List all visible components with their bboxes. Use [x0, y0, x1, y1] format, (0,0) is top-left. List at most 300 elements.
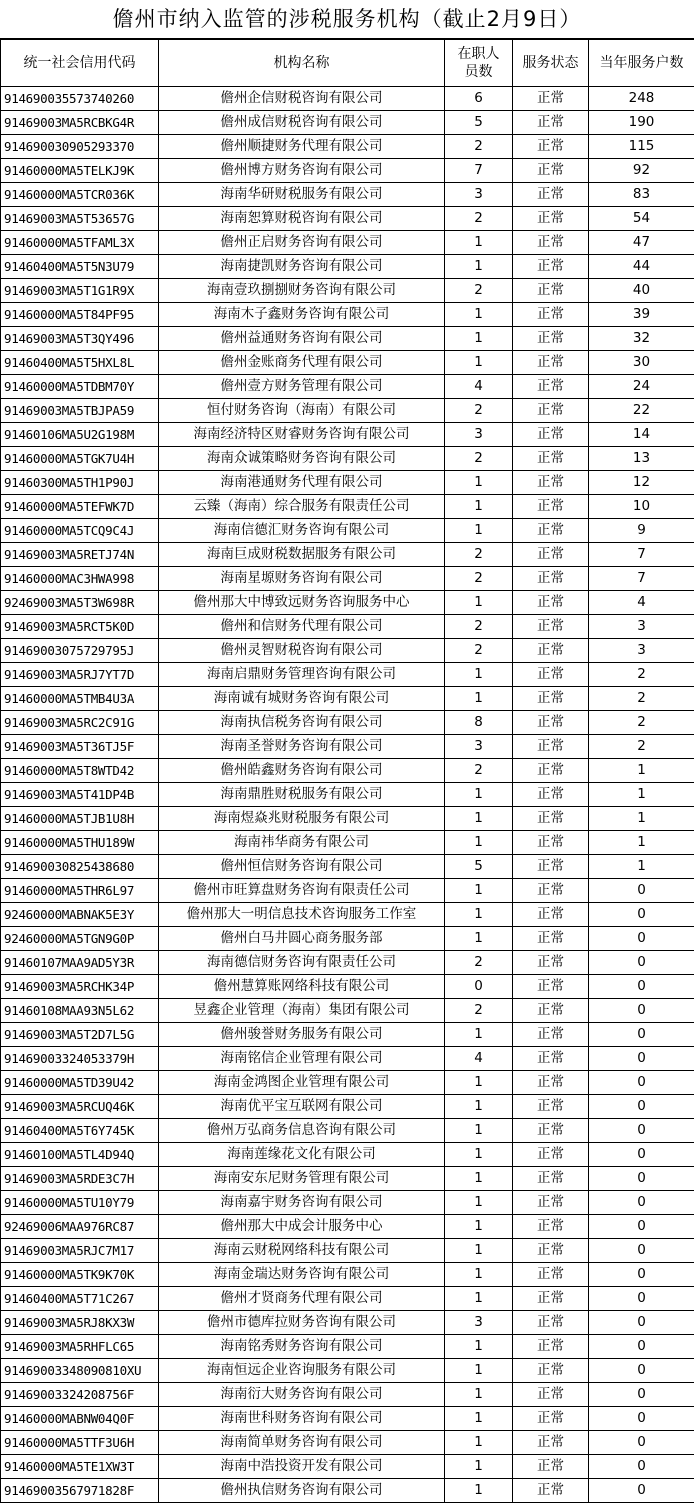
table-row	[1, 1143, 694, 1167]
cell-status: 正常	[513, 399, 589, 423]
cell-name: 儋州万弘商务信息咨询有限公司	[159, 1119, 445, 1143]
cell-clients: 0	[589, 1263, 694, 1287]
cell-clients: 13	[589, 447, 694, 471]
cell-name: 儋州恒信财务咨询有限公司	[159, 855, 445, 879]
cell-name: 海南云财税网络科技有限公司	[159, 1239, 445, 1263]
cell-staff: 1	[445, 1119, 513, 1143]
cell-status: 正常	[513, 855, 589, 879]
cell-status: 正常	[513, 183, 589, 207]
table-row	[1, 231, 694, 255]
cell-clients: 0	[589, 1383, 694, 1407]
cell-status: 正常	[513, 975, 589, 999]
cell-name: 海南金瑞达财务咨询有限公司	[159, 1263, 445, 1287]
cell-clients: 190	[589, 111, 694, 135]
cell-staff: 1	[445, 1335, 513, 1359]
cell-code: 91460000MA5TK9K70K	[1, 1263, 159, 1287]
table-row	[1, 759, 694, 783]
cell-code: 91460000MA5THU189W	[1, 831, 159, 855]
table-row	[1, 951, 694, 975]
cell-code: 92469003MA5T3W698R	[1, 591, 159, 615]
cell-status: 正常	[513, 903, 589, 927]
cell-code: 91460000MAC3HWA998	[1, 567, 159, 591]
cell-code: 91460106MA5U2G198M	[1, 423, 159, 447]
table-row	[1, 1095, 694, 1119]
cell-staff: 1	[445, 1095, 513, 1119]
cell-status: 正常	[513, 951, 589, 975]
cell-code: 91469003567971828F	[1, 1479, 159, 1503]
table-header-row	[1, 40, 694, 87]
cell-name: 儋州那大一明信息技术咨询服务工作室	[159, 903, 445, 927]
cell-staff: 1	[445, 591, 513, 615]
cell-code: 91469003MA5RCT5K0D	[1, 615, 159, 639]
cell-name: 儋州骏誉财务服务有限公司	[159, 1023, 445, 1047]
cell-name: 海南衍大财务咨询有限公司	[159, 1383, 445, 1407]
cell-name: 儋州市旺算盘财务咨询有限责任公司	[159, 879, 445, 903]
table-row	[1, 567, 694, 591]
cell-name: 海南星塬财务咨询有限公司	[159, 567, 445, 591]
cell-clients: 0	[589, 1023, 694, 1047]
cell-status: 正常	[513, 999, 589, 1023]
cell-clients: 0	[589, 927, 694, 951]
cell-status: 正常	[513, 1335, 589, 1359]
cell-code: 91460100MA5TL4D94Q	[1, 1143, 159, 1167]
cell-name: 海南捷凯财务咨询有限公司	[159, 255, 445, 279]
cell-staff: 1	[445, 1479, 513, 1503]
cell-code: 91469003MA5T1G1R9X	[1, 279, 159, 303]
cell-staff: 3	[445, 183, 513, 207]
cell-staff: 1	[445, 351, 513, 375]
table-row	[1, 1119, 694, 1143]
cell-clients: 0	[589, 1167, 694, 1191]
cell-code: 91460400MA5T6Y745K	[1, 1119, 159, 1143]
cell-code: 91460000MA5T84PF95	[1, 303, 159, 327]
cell-status: 正常	[513, 831, 589, 855]
cell-staff: 2	[445, 207, 513, 231]
cell-status: 正常	[513, 231, 589, 255]
cell-code: 91469003MA5RCUQ46K	[1, 1095, 159, 1119]
table-row	[1, 1287, 694, 1311]
table-row	[1, 1335, 694, 1359]
cell-name: 海南德信财务咨询有限责任公司	[159, 951, 445, 975]
cell-status: 正常	[513, 279, 589, 303]
cell-code: 914690030905293370	[1, 135, 159, 159]
cell-code: 91469003MA5RDE3C7H	[1, 1167, 159, 1191]
cell-status: 正常	[513, 519, 589, 543]
cell-clients: 0	[589, 1455, 694, 1479]
table-row	[1, 327, 694, 351]
cell-status: 正常	[513, 1095, 589, 1119]
cell-staff: 1	[445, 1215, 513, 1239]
table-row	[1, 855, 694, 879]
cell-code: 91460000MA5TE1XW3T	[1, 1455, 159, 1479]
agency-table	[0, 39, 694, 1503]
cell-staff: 1	[445, 327, 513, 351]
cell-staff: 1	[445, 231, 513, 255]
cell-code: 91460000MA5TU10Y79	[1, 1191, 159, 1215]
cell-staff: 4	[445, 1047, 513, 1071]
cell-name: 儋州那大中成会计服务中心	[159, 1215, 445, 1239]
cell-status: 正常	[513, 639, 589, 663]
cell-clients: 2	[589, 687, 694, 711]
cell-status: 正常	[513, 1311, 589, 1335]
table-row	[1, 927, 694, 951]
cell-clients: 0	[589, 903, 694, 927]
cell-name: 云臻（海南）综合服务有限责任公司	[159, 495, 445, 519]
cell-name: 儋州益通财务咨询有限公司	[159, 327, 445, 351]
cell-name: 儋州白马井圆心商务服务部	[159, 927, 445, 951]
cell-code: 91460000MA5TDBM70Y	[1, 375, 159, 399]
table-row	[1, 1479, 694, 1503]
cell-staff: 1	[445, 1431, 513, 1455]
table-row	[1, 423, 694, 447]
cell-staff: 1	[445, 1071, 513, 1095]
table-row	[1, 639, 694, 663]
cell-name: 儋州皓鑫财务咨询有限公司	[159, 759, 445, 783]
cell-name: 海南祎华商务有限公司	[159, 831, 445, 855]
cell-status: 正常	[513, 447, 589, 471]
cell-status: 正常	[513, 1119, 589, 1143]
cell-name: 海南恒远企业咨询服务有限公司	[159, 1359, 445, 1383]
cell-name: 儋州那大中博致远财务咨询服务中心	[159, 591, 445, 615]
cell-clients: 7	[589, 567, 694, 591]
cell-code: 91460000MA5TD39U42	[1, 1071, 159, 1095]
cell-clients: 39	[589, 303, 694, 327]
table-row	[1, 303, 694, 327]
header-status: 服务状态	[513, 40, 589, 87]
cell-clients: 14	[589, 423, 694, 447]
cell-clients: 1	[589, 783, 694, 807]
cell-status: 正常	[513, 759, 589, 783]
cell-code: 91469003MA5TBJPA59	[1, 399, 159, 423]
cell-status: 正常	[513, 351, 589, 375]
cell-staff: 2	[445, 639, 513, 663]
cell-status: 正常	[513, 1359, 589, 1383]
cell-clients: 12	[589, 471, 694, 495]
cell-code: 91460300MA5TH1P90J	[1, 471, 159, 495]
cell-status: 正常	[513, 1239, 589, 1263]
cell-clients: 0	[589, 951, 694, 975]
cell-status: 正常	[513, 87, 589, 111]
cell-code: 91460000MA5TCQ9C4J	[1, 519, 159, 543]
cell-staff: 1	[445, 879, 513, 903]
cell-code: 91460000MA5TELKJ9K	[1, 159, 159, 183]
cell-clients: 9	[589, 519, 694, 543]
cell-name: 海南华研财税服务有限公司	[159, 183, 445, 207]
cell-staff: 1	[445, 471, 513, 495]
cell-status: 正常	[513, 207, 589, 231]
cell-name: 海南简单财务咨询有限公司	[159, 1431, 445, 1455]
cell-clients: 92	[589, 159, 694, 183]
cell-name: 儋州才贤商务代理有限公司	[159, 1287, 445, 1311]
cell-staff: 1	[445, 1287, 513, 1311]
cell-staff: 0	[445, 975, 513, 999]
table-row	[1, 1071, 694, 1095]
cell-name: 海南世科财务咨询有限公司	[159, 1407, 445, 1431]
header-staff-label: 在职人员数	[457, 45, 501, 81]
cell-staff: 2	[445, 759, 513, 783]
cell-name: 海南金鸿图企业管理有限公司	[159, 1071, 445, 1095]
cell-code: 91460000MA5TTF3U6H	[1, 1431, 159, 1455]
cell-status: 正常	[513, 807, 589, 831]
cell-staff: 2	[445, 999, 513, 1023]
table-row	[1, 831, 694, 855]
cell-status: 正常	[513, 711, 589, 735]
cell-name: 儋州企信财税咨询有限公司	[159, 87, 445, 111]
cell-staff: 1	[445, 1359, 513, 1383]
cell-status: 正常	[513, 1215, 589, 1239]
table-row	[1, 111, 694, 135]
table-row	[1, 1359, 694, 1383]
table-body	[1, 87, 694, 1503]
cell-staff: 1	[445, 687, 513, 711]
cell-name: 海南铭信企业管理有限公司	[159, 1047, 445, 1071]
cell-name: 海南巨成财税数据服务有限公司	[159, 543, 445, 567]
cell-code: 92460000MABNAK5E3Y	[1, 903, 159, 927]
table-row	[1, 1239, 694, 1263]
cell-clients: 0	[589, 1119, 694, 1143]
cell-staff: 1	[445, 807, 513, 831]
cell-code: 91460000MABNW04Q0F	[1, 1407, 159, 1431]
cell-status: 正常	[513, 1287, 589, 1311]
table-row	[1, 351, 694, 375]
cell-staff: 1	[445, 1023, 513, 1047]
cell-staff: 2	[445, 567, 513, 591]
cell-code: 91460107MAA9AD5Y3R	[1, 951, 159, 975]
table-row	[1, 663, 694, 687]
cell-clients: 44	[589, 255, 694, 279]
cell-staff: 2	[445, 447, 513, 471]
cell-name: 儋州正启财务咨询有限公司	[159, 231, 445, 255]
cell-name: 海南安东尼财务管理有限公司	[159, 1167, 445, 1191]
cell-staff: 1	[445, 831, 513, 855]
cell-staff: 1	[445, 255, 513, 279]
table-row	[1, 687, 694, 711]
cell-status: 正常	[513, 1071, 589, 1095]
cell-staff: 6	[445, 87, 513, 111]
cell-name: 儋州灵智财税咨询有限公司	[159, 639, 445, 663]
cell-code: 91460108MAA93N5L62	[1, 999, 159, 1023]
cell-name: 海南壹玖捌捌财务咨询有限公司	[159, 279, 445, 303]
cell-code: 914690035573740260	[1, 87, 159, 111]
cell-status: 正常	[513, 591, 589, 615]
cell-status: 正常	[513, 1407, 589, 1431]
cell-staff: 5	[445, 111, 513, 135]
cell-staff: 3	[445, 423, 513, 447]
cell-clients: 0	[589, 1191, 694, 1215]
cell-staff: 4	[445, 375, 513, 399]
cell-staff: 2	[445, 543, 513, 567]
cell-status: 正常	[513, 1479, 589, 1503]
table-row	[1, 975, 694, 999]
cell-code: 92460000MA5TGN9G0P	[1, 927, 159, 951]
cell-clients: 2	[589, 711, 694, 735]
cell-name: 海南恕算财税咨询有限公司	[159, 207, 445, 231]
cell-code: 91460000MA5TFAML3X	[1, 231, 159, 255]
cell-clients: 0	[589, 1071, 694, 1095]
table-row	[1, 1311, 694, 1335]
cell-code: 91469003MA5RETJ74N	[1, 543, 159, 567]
cell-status: 正常	[513, 1431, 589, 1455]
cell-clients: 0	[589, 1215, 694, 1239]
cell-staff: 8	[445, 711, 513, 735]
cell-staff: 2	[445, 399, 513, 423]
cell-name: 海南港通财务代理有限公司	[159, 471, 445, 495]
cell-clients: 0	[589, 975, 694, 999]
cell-clients: 30	[589, 351, 694, 375]
header-code: 统一社会信用代码	[1, 40, 159, 87]
cell-clients: 0	[589, 1311, 694, 1335]
cell-code: 914690030825438680	[1, 855, 159, 879]
table-row	[1, 519, 694, 543]
cell-clients: 248	[589, 87, 694, 111]
cell-name: 儋州顺捷财务代理有限公司	[159, 135, 445, 159]
cell-name: 海南执信税务咨询有限公司	[159, 711, 445, 735]
cell-clients: 0	[589, 1359, 694, 1383]
cell-clients: 10	[589, 495, 694, 519]
cell-code: 91460000MA5TGK7U4H	[1, 447, 159, 471]
cell-name: 儋州和信财务代理有限公司	[159, 615, 445, 639]
table-row	[1, 159, 694, 183]
cell-status: 正常	[513, 1143, 589, 1167]
cell-code: 91469003MA5T2D7L5G	[1, 1023, 159, 1047]
cell-status: 正常	[513, 135, 589, 159]
cell-status: 正常	[513, 615, 589, 639]
cell-name: 海南莲缘花文化有限公司	[159, 1143, 445, 1167]
table-row	[1, 615, 694, 639]
cell-status: 正常	[513, 1263, 589, 1287]
page-title: 儋州市纳入监管的涉税服务机构（截止2月9日）	[0, 0, 694, 39]
cell-code: 91460000MA5TJB1U8H	[1, 807, 159, 831]
table-row	[1, 903, 694, 927]
cell-code: 91460400MA5T71C267	[1, 1287, 159, 1311]
cell-staff: 1	[445, 1263, 513, 1287]
cell-clients: 0	[589, 1407, 694, 1431]
table-row	[1, 1191, 694, 1215]
cell-name: 海南中浩投资开发有限公司	[159, 1455, 445, 1479]
cell-staff: 1	[445, 1407, 513, 1431]
cell-clients: 0	[589, 1239, 694, 1263]
header-name: 机构名称	[159, 40, 445, 87]
table-row	[1, 1215, 694, 1239]
cell-staff: 1	[445, 1239, 513, 1263]
cell-status: 正常	[513, 1023, 589, 1047]
cell-staff: 1	[445, 519, 513, 543]
cell-name: 海南嘉宇财务咨询有限公司	[159, 1191, 445, 1215]
cell-staff: 7	[445, 159, 513, 183]
cell-code: 91460400MA5T5HXL8L	[1, 351, 159, 375]
cell-clients: 1	[589, 855, 694, 879]
table-row	[1, 87, 694, 111]
cell-clients: 83	[589, 183, 694, 207]
table-row	[1, 807, 694, 831]
cell-code: 91469003MA5T3QY496	[1, 327, 159, 351]
cell-status: 正常	[513, 1455, 589, 1479]
cell-status: 正常	[513, 687, 589, 711]
table-row	[1, 591, 694, 615]
cell-status: 正常	[513, 159, 589, 183]
cell-code: 91460000MA5TCR036K	[1, 183, 159, 207]
table-row	[1, 711, 694, 735]
cell-status: 正常	[513, 1383, 589, 1407]
cell-status: 正常	[513, 495, 589, 519]
cell-clients: 0	[589, 879, 694, 903]
cell-staff: 1	[445, 303, 513, 327]
cell-name: 儋州博方财务咨询有限公司	[159, 159, 445, 183]
cell-code: 91469003MA5T53657G	[1, 207, 159, 231]
table-row	[1, 375, 694, 399]
cell-name: 海南诚有城财务咨询有限公司	[159, 687, 445, 711]
cell-code: 91460400MA5T5N3U79	[1, 255, 159, 279]
cell-clients: 24	[589, 375, 694, 399]
cell-code: 91460000MA5TEFWK7D	[1, 495, 159, 519]
cell-name: 儋州执信财务咨询有限公司	[159, 1479, 445, 1503]
cell-staff: 1	[445, 1455, 513, 1479]
cell-name: 海南启鼎财务管理咨询有限公司	[159, 663, 445, 687]
cell-staff: 1	[445, 783, 513, 807]
cell-clients: 7	[589, 543, 694, 567]
table-row	[1, 255, 694, 279]
cell-clients: 0	[589, 1095, 694, 1119]
cell-clients: 0	[589, 1047, 694, 1071]
cell-name: 昱鑫企业管理（海南）集团有限公司	[159, 999, 445, 1023]
cell-clients: 0	[589, 1431, 694, 1455]
cell-clients: 0	[589, 1143, 694, 1167]
cell-code: 91469003348090810XU	[1, 1359, 159, 1383]
cell-name: 海南圣誉财务咨询有限公司	[159, 735, 445, 759]
cell-code: 91469003MA5RJC7M17	[1, 1239, 159, 1263]
cell-name: 儋州市德库拉财务咨询有限公司	[159, 1311, 445, 1335]
table-row	[1, 1383, 694, 1407]
cell-code: 91460000MA5TMB4U3A	[1, 687, 159, 711]
cell-name: 恒付财务咨询（海南）有限公司	[159, 399, 445, 423]
cell-staff: 1	[445, 1383, 513, 1407]
cell-staff: 2	[445, 279, 513, 303]
cell-code: 91469003MA5RCBKG4R	[1, 111, 159, 135]
cell-status: 正常	[513, 1167, 589, 1191]
cell-clients: 1	[589, 831, 694, 855]
cell-code: 91469003MA5RHFLC65	[1, 1335, 159, 1359]
cell-staff: 2	[445, 615, 513, 639]
cell-code: 91469003MA5RJ7YT7D	[1, 663, 159, 687]
cell-status: 正常	[513, 663, 589, 687]
cell-name: 儋州金账商务代理有限公司	[159, 351, 445, 375]
cell-status: 正常	[513, 1047, 589, 1071]
cell-code: 91469003324053379H	[1, 1047, 159, 1071]
table-row	[1, 207, 694, 231]
cell-clients: 40	[589, 279, 694, 303]
table-row	[1, 543, 694, 567]
header-clients: 当年服务户数	[589, 40, 694, 87]
table-row	[1, 135, 694, 159]
table-row	[1, 399, 694, 423]
cell-status: 正常	[513, 471, 589, 495]
cell-staff: 2	[445, 135, 513, 159]
table-row	[1, 1023, 694, 1047]
cell-code: 91469003MA5T36TJ5F	[1, 735, 159, 759]
cell-code: 92469006MAA976RC87	[1, 1215, 159, 1239]
cell-name: 儋州壹方财务管理有限公司	[159, 375, 445, 399]
cell-code: 91469003MA5RJ8KX3W	[1, 1311, 159, 1335]
table-row	[1, 1431, 694, 1455]
cell-code: 91469003MA5RC2C91G	[1, 711, 159, 735]
table-row	[1, 471, 694, 495]
cell-staff: 1	[445, 1143, 513, 1167]
cell-clients: 0	[589, 1287, 694, 1311]
cell-clients: 2	[589, 663, 694, 687]
cell-staff: 1	[445, 663, 513, 687]
cell-staff: 3	[445, 735, 513, 759]
cell-status: 正常	[513, 375, 589, 399]
